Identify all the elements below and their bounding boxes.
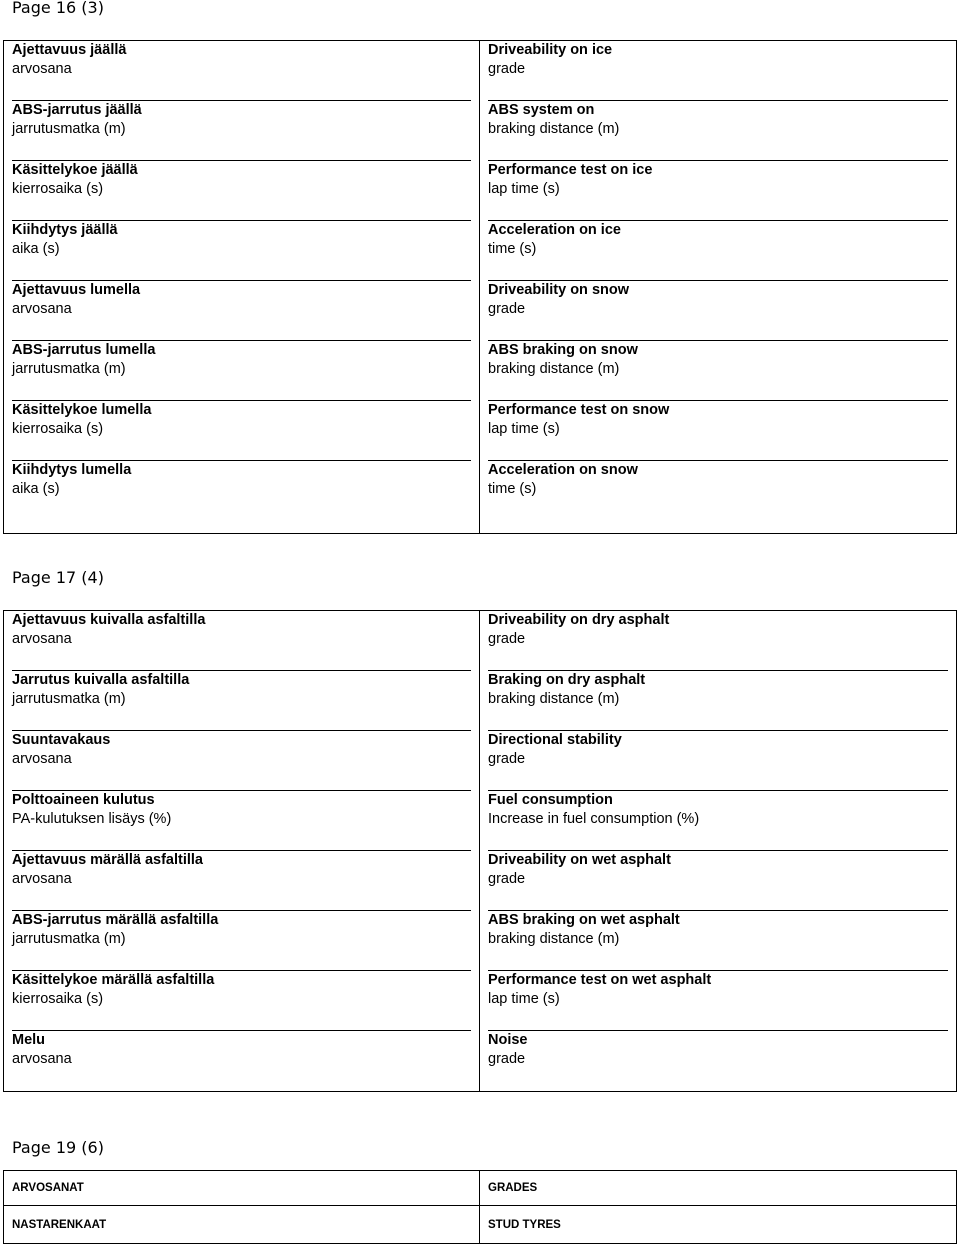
entry-label: NASTARENKAAT bbox=[12, 1218, 107, 1231]
table-row bbox=[488, 101, 948, 161]
finnish-cell bbox=[4, 1171, 480, 1206]
table-row bbox=[12, 101, 471, 161]
entry-unit: grade bbox=[488, 631, 526, 647]
entry-label: Ajettavuus lumella bbox=[12, 282, 141, 298]
entry-unit: time (s) bbox=[488, 481, 537, 497]
entry-unit: jarrutusmatka (m) bbox=[12, 361, 126, 377]
entry-label: Performance test on ice bbox=[488, 162, 653, 178]
table-row bbox=[488, 671, 948, 731]
entry-unit: grade bbox=[488, 1051, 526, 1067]
english-column bbox=[480, 611, 957, 1092]
entry-unit: jarrutusmatka (m) bbox=[12, 691, 126, 707]
english-cell bbox=[480, 1206, 957, 1244]
entry-unit: time (s) bbox=[488, 241, 537, 257]
entry-unit: Increase in fuel consumption (%) bbox=[488, 811, 700, 827]
page-heading: Page 19 (6) bbox=[12, 1138, 104, 1157]
entry-unit: jarrutusmatka (m) bbox=[12, 931, 126, 947]
entry-unit: grade bbox=[488, 871, 526, 887]
table-row bbox=[488, 1031, 948, 1091]
translation-table bbox=[3, 610, 957, 1092]
entry-unit: grade bbox=[488, 301, 526, 317]
entry-unit: lap time (s) bbox=[488, 181, 560, 197]
entry-label: ABS braking on wet asphalt bbox=[488, 912, 680, 928]
entry-unit: braking distance (m) bbox=[488, 121, 620, 137]
english-column bbox=[480, 41, 957, 534]
page-heading: Page 17 (4) bbox=[12, 568, 104, 587]
entry-label: Directional stability bbox=[488, 732, 622, 748]
table-row bbox=[488, 161, 948, 221]
table-row bbox=[488, 461, 948, 533]
translation-table bbox=[3, 40, 957, 534]
entry-label: Performance test on wet asphalt bbox=[488, 972, 712, 988]
table-row bbox=[12, 791, 471, 851]
entry-unit: arvosana bbox=[12, 1051, 72, 1067]
entry-label: Kiihdytys lumella bbox=[12, 462, 132, 478]
table-row bbox=[488, 731, 948, 791]
table-row bbox=[12, 341, 471, 401]
entry-unit: arvosana bbox=[12, 631, 72, 647]
entry-label: Performance test on snow bbox=[488, 402, 670, 418]
entry-label: Fuel consumption bbox=[488, 792, 613, 808]
entry-label: ARVOSANAT bbox=[12, 1182, 84, 1194]
table-row bbox=[12, 971, 471, 1031]
table-row bbox=[488, 41, 948, 101]
table-row bbox=[12, 221, 471, 281]
entry-label: GRADES bbox=[488, 1182, 538, 1194]
table-row bbox=[488, 401, 948, 461]
entry-label: Suuntavakaus bbox=[12, 732, 111, 748]
entry-unit: grade bbox=[488, 751, 526, 767]
entry-unit: lap time (s) bbox=[488, 991, 560, 1007]
table-row bbox=[488, 911, 948, 971]
entry-unit: braking distance (m) bbox=[488, 691, 620, 707]
table-row bbox=[12, 281, 471, 341]
table-row bbox=[488, 971, 948, 1031]
table-row bbox=[488, 851, 948, 911]
entry-unit: aika (s) bbox=[12, 241, 60, 257]
table-row bbox=[12, 161, 471, 221]
entry-label: ABS braking on snow bbox=[488, 342, 638, 358]
table-row bbox=[12, 731, 471, 791]
entry-label: STUD TYRES bbox=[488, 1218, 561, 1231]
entry-unit: kierrosaika (s) bbox=[12, 421, 104, 437]
entry-label: Jarrutus kuivalla asfaltilla bbox=[12, 672, 190, 688]
entry-label: ABS-jarrutus lumella bbox=[12, 342, 156, 358]
entry-unit: arvosana bbox=[12, 61, 72, 77]
entry-label: ABS-jarrutus jäällä bbox=[12, 102, 142, 118]
table-row bbox=[488, 221, 948, 281]
entry-unit: PA-kulutuksen lisäys (%) bbox=[12, 811, 172, 827]
table-row bbox=[12, 461, 471, 533]
table-row bbox=[488, 791, 948, 851]
finnish-column bbox=[4, 611, 480, 1092]
entry-unit: kierrosaika (s) bbox=[12, 181, 104, 197]
entry-unit: braking distance (m) bbox=[488, 361, 620, 377]
table-row bbox=[12, 671, 471, 731]
entry-label: Acceleration on ice bbox=[488, 222, 621, 238]
entry-label: Acceleration on snow bbox=[488, 462, 638, 478]
entry-unit: arvosana bbox=[12, 301, 72, 317]
finnish-cell bbox=[4, 1206, 480, 1244]
table-row bbox=[12, 911, 471, 971]
entry-unit: arvosana bbox=[12, 751, 72, 767]
entry-label: Driveability on dry asphalt bbox=[488, 612, 670, 628]
table-row bbox=[12, 401, 471, 461]
table-row bbox=[12, 41, 471, 101]
entry-label: Ajettavuus jäällä bbox=[12, 42, 127, 58]
entry-label: Polttoaineen kulutus bbox=[12, 792, 155, 808]
finnish-column bbox=[4, 41, 480, 534]
table-row bbox=[12, 851, 471, 911]
entry-label: Driveability on wet asphalt bbox=[488, 852, 671, 868]
entry-label: ABS system on bbox=[488, 102, 595, 118]
entry-unit: arvosana bbox=[12, 871, 72, 887]
entry-unit: aika (s) bbox=[12, 481, 60, 497]
entry-label: ABS-jarrutus märällä asfaltilla bbox=[12, 912, 219, 928]
entry-label: Braking on dry asphalt bbox=[488, 672, 646, 688]
table-row bbox=[488, 341, 948, 401]
entry-unit: kierrosaika (s) bbox=[12, 991, 104, 1007]
english-cell bbox=[480, 1171, 957, 1206]
page-heading: Page 16 (3) bbox=[12, 0, 104, 17]
table-row bbox=[488, 281, 948, 341]
entry-unit: lap time (s) bbox=[488, 421, 560, 437]
entry-label: Kiihdytys jäällä bbox=[12, 222, 118, 238]
table-row bbox=[4, 1206, 957, 1244]
entry-label: Käsittelykoe lumella bbox=[12, 402, 152, 418]
entry-label: Ajettavuus kuivalla asfaltilla bbox=[12, 612, 206, 628]
entry-label: Käsittelykoe märällä asfaltilla bbox=[12, 972, 215, 988]
entry-label: Noise bbox=[488, 1032, 528, 1048]
entry-label: Driveability on snow bbox=[488, 282, 629, 298]
table-row bbox=[4, 1171, 957, 1206]
entry-label: Driveability on ice bbox=[488, 42, 613, 58]
entry-unit: grade bbox=[488, 61, 526, 77]
entry-label: Käsittelykoe jäällä bbox=[12, 162, 138, 178]
table-row bbox=[12, 611, 471, 671]
entry-unit: braking distance (m) bbox=[488, 931, 620, 947]
table-row bbox=[488, 611, 948, 671]
entry-label: Melu bbox=[12, 1032, 46, 1048]
grades-table bbox=[3, 1170, 957, 1244]
table-row bbox=[12, 1031, 471, 1091]
entry-unit: jarrutusmatka (m) bbox=[12, 121, 126, 137]
entry-label: Ajettavuus märällä asfaltilla bbox=[12, 852, 203, 868]
